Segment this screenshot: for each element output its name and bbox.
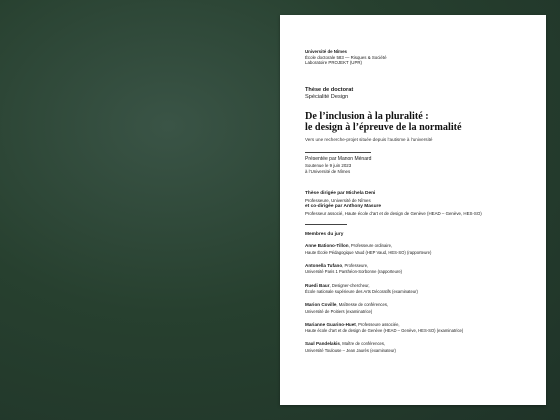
thesis-type: Thèse de doctorat [305,86,354,93]
jury-member-title: , Designer-chercheur, [329,282,370,288]
jury-member-name: Saul Pandelakis [305,341,340,347]
direction-block [305,191,524,217]
defense-location: à l’Université de Nîmes [305,169,351,175]
jury-member-affiliation: École nationale supérieure des Arts Décoratifs (examinateur) [305,288,418,294]
jury-member [305,283,524,296]
presentation-block [305,156,524,175]
jury-member [305,302,524,315]
jury-heading: Membres du jury [305,231,344,237]
jury-member [305,341,524,354]
doctoral-school: École doctorale 583 — Risques & Société [305,54,387,60]
jury-member-title: , Professeure ordinaire, [348,243,393,249]
institution-block [305,49,524,66]
jury-member-name: Antonella Tufano [305,262,343,268]
thesis-title-line-2: le design à l’épreuve de la normalité [305,122,462,134]
thesis-specialty: Spécialité Design [305,94,349,101]
thesis-title-line-1: De l’inclusion à la pluralité : [305,110,429,122]
jury-member-affiliation: Université Paris 1 Panthéon-Sorbonne (rapporteure) [305,269,403,275]
thesis-type-block [305,87,524,102]
jury-member [305,263,524,276]
thesis-cover-page [280,15,546,405]
divider [305,152,371,153]
jury-member [305,322,524,335]
jury-member-name: Marianne Guarino-Huet [305,321,356,327]
divider [305,224,347,225]
presented-by: Présentée par Manon Ménard [305,156,372,163]
defense-date: Soutenue le 9 juin 2023 [305,163,352,169]
jury-member-name: Ruedi Baur [305,282,330,288]
codirector-role: Professeur associé, Haute école d’art et de design de Genève (HEAD – Genève, HES-SO) [305,210,482,216]
jury-member-title: , Professeure associée, [355,321,400,327]
jury-member [305,243,524,256]
jury-member-title: , Maîtresse de conférences, [336,302,389,308]
laboratory: Laboratoire PROJEKT (UPR) [305,60,363,66]
jury-member-name: Anne Bationo-Tillon [305,243,349,249]
university-name: Université de Nîmes [305,49,347,54]
jury-member-affiliation: Université de Poitiers (examinatrice) [305,308,373,314]
jury-member-affiliation: Haute École Pédagogique Vaud (HEP Vaud, HES-SO) (rapporteure) [305,249,432,255]
thesis-subtitle: Vers une recherche-projet située depuis l’autisme à l’université [305,137,433,143]
jury-member-title: , Maître de conférences, [339,341,386,347]
director-role: Professeure, Université de Nîmes [305,197,371,203]
codirected-by: et co-dirigée par Anthony Masure [305,204,382,210]
jury-member-affiliation: Université Toulouse – Jean Jaurès (examinateur) [305,347,396,353]
jury-member-affiliation: Haute école d’art et de design de Genève (HEAD – Genève, HES-SO) (examinatrice) [305,328,464,334]
jury-member-title: , Professeure, [342,262,369,268]
thesis-title [305,111,524,135]
directed-by: Thèse dirigée par Michela Deni [305,191,376,197]
jury-member-name: Marion Coville [305,302,337,308]
